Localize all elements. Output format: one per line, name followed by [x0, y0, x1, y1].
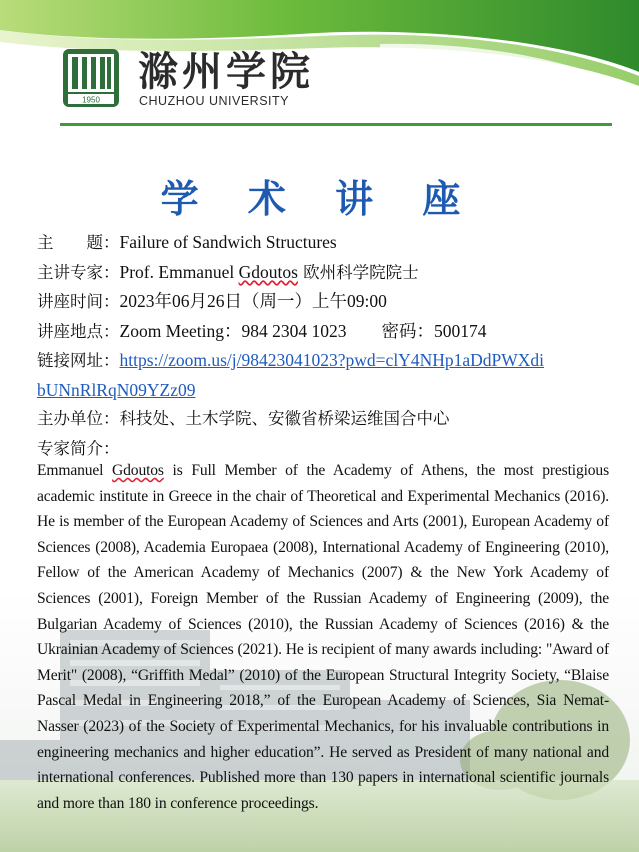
time-row	[37, 287, 617, 317]
place-value: Zoom Meeting：984 2304 1023 密码：500174	[119, 320, 487, 341]
topic-value: Failure of Sandwich Structures	[119, 232, 337, 252]
link-row	[37, 346, 617, 376]
university-name-cn: 滁州学院	[138, 48, 314, 95]
seal-year: 1950	[82, 95, 100, 105]
speaker-row	[37, 258, 617, 288]
host-row	[37, 404, 617, 434]
page-title: 学 术 讲 座	[160, 177, 479, 221]
time-value: 2023年06月26日（周一）上午09:00	[119, 291, 387, 311]
header-divider	[60, 123, 612, 126]
meeting-link[interactable]: https://zoom.us/j/98423041023?pwd=clY4NHp1aDdPWXdi	[119, 350, 544, 370]
place-label: 讲座地点：	[37, 321, 120, 341]
lecture-info	[37, 228, 617, 463]
speaker-prefix: Prof. Emmanuel	[119, 261, 239, 282]
time-label: 讲座时间：	[37, 292, 120, 311]
header-banner	[0, 0, 639, 140]
speaker-surname: Gdoutos	[238, 261, 298, 282]
host-label: 主办单位：	[37, 409, 120, 428]
bio-label: 专家简介：	[37, 438, 120, 458]
topic-row	[37, 228, 617, 258]
biography-text	[37, 458, 609, 816]
university-seal-icon	[62, 48, 120, 108]
speaker-label: 主讲专家：	[37, 262, 120, 282]
link-row-continued	[37, 376, 617, 405]
place-row	[37, 317, 617, 347]
bio-surname: Gdoutos	[112, 462, 164, 479]
link-label: 链接网址：	[37, 351, 120, 370]
host-value: 科技处、土木学院、安徽省桥梁运维国合中心	[119, 409, 450, 428]
university-name-en: CHUZHOU UNIVERSITY	[139, 94, 289, 108]
speaker-biography	[37, 458, 609, 816]
bio-body: is Full Member of the Academy of Athens, the most prestigious academic institute in Greece in the chair of Theoretical and Experimental Mechanics (2016). He is member of the European Academy of Sciences and Arts (2001), European Academy of Sciences (2008), Academia Europaea (2008), International Academy of Engineering (2010), Fellow of the American Academy of Mechanics (2007) & the New York Academy of Sciences (2001), Foreign Member of the Russian Academy of Engineering (2009), the Bulgarian Academy of Sciences (2010), the Russian Academy of Sciences (2016) & the Ukrainian Academy of Sciences (2021). He is recipient of many awards including: "Award of Merit" (2008), “Griffith Medal” (2010) of the European Structural Integrity Society, “Blaise Pascal Medal in Engineering 2018,” of the European Academy of Sciences, Sia Nemat-Nasser (2023) of the Society of Experimental Mechanics, for his invaluable contributions in engineering mechanics and higher education”. He served as President of many national and international conferences. Published more than 130 papers in international scientific journals and more than 180 in conference proceedings.	[37, 462, 609, 812]
bio-first-name: Emmanuel	[37, 462, 113, 479]
topic-label: 主 题：	[37, 233, 120, 252]
speaker-title: 欧州科学院院士	[297, 262, 419, 282]
meeting-link-continued[interactable]: bUNnRlRqN09YZz09	[37, 379, 196, 400]
